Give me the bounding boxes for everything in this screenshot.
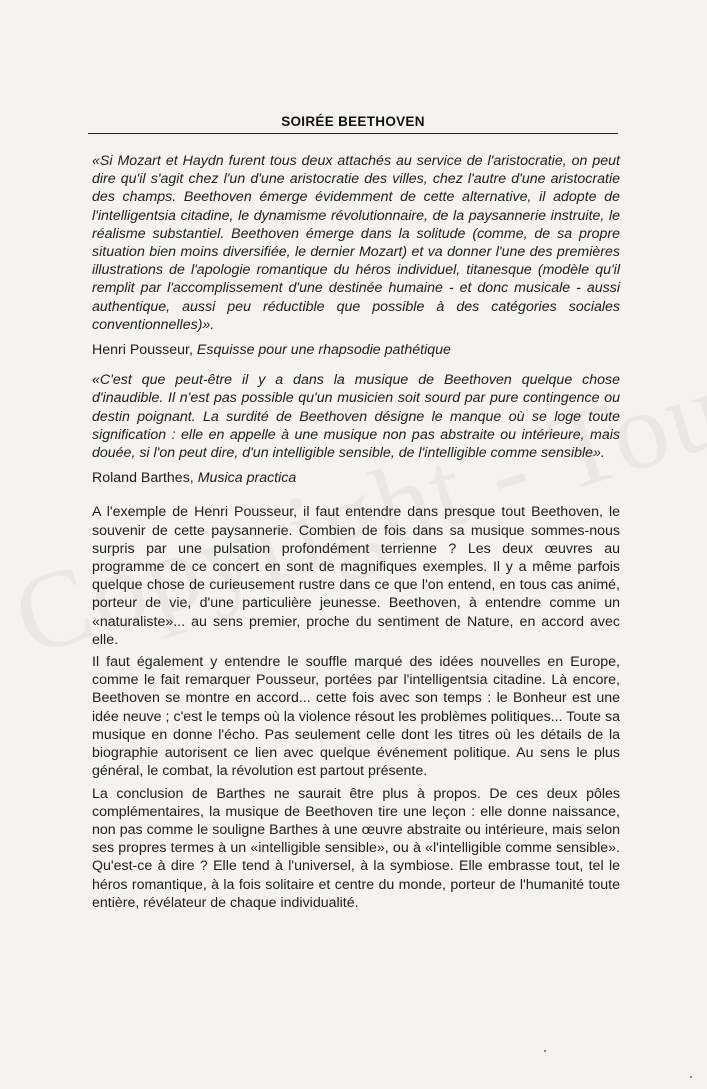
page-body xyxy=(92,152,620,916)
page-title: SOIRÉE BEETHOVEN xyxy=(281,114,425,129)
quote-author: Roland Barthes, xyxy=(92,470,194,487)
body-paragraph: A l'exemple de Henri Pousseur, il faut entendre dans presque tout Beethoven, le souvenir de cette paysannerie. Combien de fois dans sa musique sommes-nous surpris par une pulsation profondément terrienne ? Les deux œuvres au programme de ce concert en sont de magnifiques exemples. Il y a même parfois quelque chose de curieusement rustre dans ce que l'on entend, en tous cas animé, porteur de vie, d'une particulière jeunesse. Beethoven, à entendre comme un «naturaliste»... au sens premier, proche du sentiment de Nature, en accord avec elle. xyxy=(92,504,620,648)
page-header xyxy=(88,113,618,134)
quote-work-title: Esquisse pour une rhapsodie pathétique xyxy=(196,342,451,359)
quote-author: Henri Pousseur, xyxy=(92,342,193,359)
scan-speck xyxy=(544,1050,546,1052)
quote-work-title: Musica practica xyxy=(197,470,297,487)
header-divider xyxy=(88,133,618,134)
quote-attribution-pousseur xyxy=(92,341,620,359)
quote-pousseur: «Si Mozart et Haydn furent tous deux attachés au service de l'aristocratie, on peut dire qu'il s'agit chez l'un d'une aristocratie des villes, chez l'autre d'une aristocratie des champs. Beethoven émerge évidemment de cette alternative, il adopte de l'intelligentsia citadine, le dynamisme révolutionnaire, de la paysannerie instruite, le réalisme substantiel. Beethoven émerge dans la solitude (comme, de sa propre situation bien moins diversifiée, le dernier Mozart) et va donner l'une des premières illustrations de l'apologie romantique du héros individuel, titanesque (modèle qu'il remplit par l'accomplissement d'une destinée humaine - et donc musicale - aussi authentique, aussi peu réductible que possible à des catégories sociales conventionnelles)». xyxy=(92,153,620,333)
body-paragraph: La conclusion de Barthes ne saurait être plus à propos. De ces deux pôles complémentaires, la musique de Beethoven tire une leçon : elle donne naissance, non pas comme le souligne Barthes à une œuvre abstraite ou intérieure, mais selon ses propres termes à un «intelligible sensible», ou à «l'intelligible comme sensible». Qu'est-ce à dire ? Elle tend à l'universel, à la symbiose. Elle embrasse tout, tel le héros romantique, à la fois solitaire et centre du monde, porteur de l'humanité toute entière, révélateur de chaque individualité. xyxy=(92,785,620,911)
quote-attribution-barthes xyxy=(92,469,620,487)
body-paragraph: Il faut également y entendre le souffle marqué des idées nouvelles en Europe, comme le fait remarquer Pousseur, portées par l'intelligentsia citadine. Là encore, Beethoven se montre en accord... cette fois avec son temps : le Bonheur est une idée neuve ; c'est le temps où la violence résout les problèmes politiques... Toute sa musique en donne l'écho. Pas seulement celle dont les titres où les détails de la biographie autorisent ce lien avec quelque événement politique. Au sens le plus général, le combat, la révolution est partout présente. xyxy=(92,654,620,780)
scan-speck xyxy=(690,1076,692,1078)
quote-barthes: «C'est que peut-être il y a dans la musique de Beethoven quelque chose d'inaudible. Il n'est pas possible qu'un musicien soit sourd par pure contingence ou destin poignant. La surdité de Beethoven désigne le manque où se loge toute signification : elle en appelle à une musique non pas abstraite ou intérieure, mais douée, si l'on peut dire, d'un intelligible sensible, de l'intelligible comme sensible». xyxy=(92,372,620,462)
